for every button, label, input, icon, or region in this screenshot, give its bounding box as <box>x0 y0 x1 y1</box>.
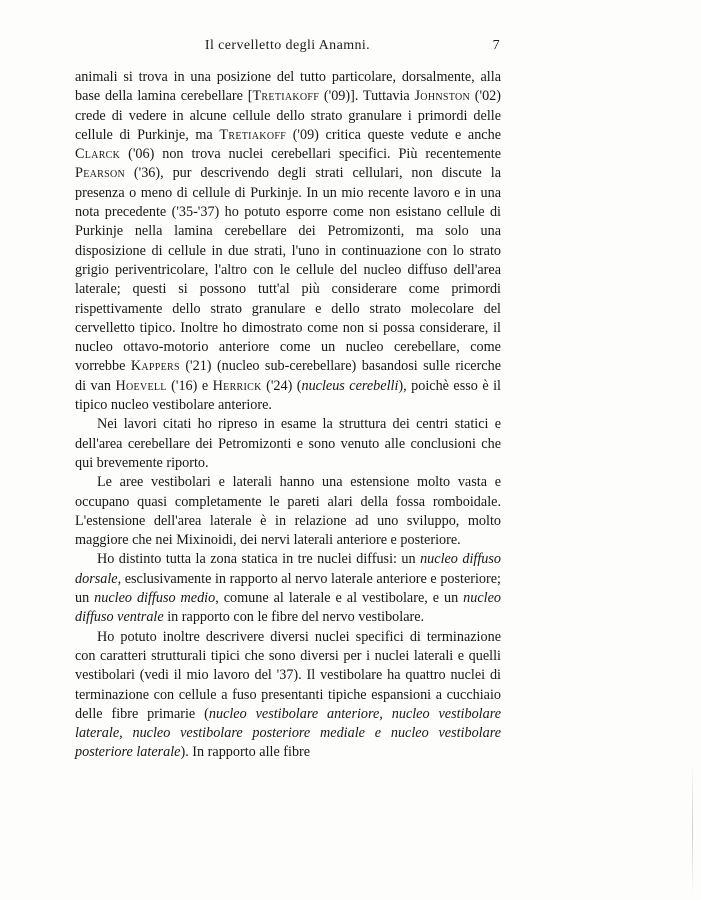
text-run: ('21) (nucleo sub-cerebellare) basandosi sulle ricerche di van <box>75 358 501 394</box>
text-run: in rapporto con le fibre del nervo vestibolare. <box>163 609 425 626</box>
text-run: ('36), pur descrivendo degli strati cellulari, non discute la presenza o meno di cellule di Purkinje. In un mio recente lavoro e in una nota precedente ('35-'37) ho potuto esporre come non esistano cellule di Purkinje nella lamina cerebellare dei Petromizonti, ma solo una disposizione di cellule in due strati, l'uno in continuazione con lo strato grigio periventricolare, l'altro con le cellule del nucleo diffuso dell'area laterale; questi si possono tutt'al più considerare come primordi rispettivamente dello strato granulare e dello strato molecolare del cervelletto tipico. Inoltre ho dimostrato come non si possa considerare, il nucleo ottavo-motorio anteriore come un nucleo cerebellare, come vorrebbe <box>75 165 501 375</box>
body-text <box>75 68 501 763</box>
text-run: ('09) critica queste vedute e anche <box>286 126 501 143</box>
italic-term: nucleus cerebelli <box>301 377 399 394</box>
paragraph <box>75 628 501 763</box>
author-citation: Kappers <box>130 358 180 375</box>
page-number: 7 <box>492 38 500 53</box>
page-edge-shadow <box>692 760 693 900</box>
author-citation: Tretiakoff <box>219 126 287 143</box>
author-citation: Hoevell <box>115 377 167 394</box>
paragraph <box>75 68 501 415</box>
paragraph <box>75 473 501 550</box>
text-run: ). In rapporto alle fibre <box>180 744 311 761</box>
text-run: ('16) e <box>166 377 213 394</box>
paragraph <box>75 550 501 627</box>
italic-term: nucleo vestibolare anteriore, nucleo vestibolare laterale, nucleo vestibolare posteriore mediale e nucleo vestibolare posteriore laterale <box>75 705 501 761</box>
text-run: ('24) ( <box>261 377 302 394</box>
italic-term: nucleo diffuso dorsale <box>75 551 501 587</box>
text-run: ), poichè esso è il tipico nucleo vestibolare anteriore. <box>75 377 501 414</box>
text-run: Le aree vestibolari e laterali hanno una estensione molto vasta e occupano quasi completamente le pareti alari della fossa romboidale. L'estensione dell'area laterale è in relazione ad uno sviluppo, molto maggiore che nei Mixinoidi, dei nervi laterali anteriore e posteriore. <box>75 474 501 549</box>
text-run: ('09)]. Tuttavia <box>319 88 415 105</box>
author-citation: Tretiakoff <box>252 88 320 105</box>
text-run: animali si trova in una posizione del tutto particolare, dorsalmente, alla base della lamina cerebellare [ <box>75 69 501 105</box>
text-run: Ho distinto tutta la zona statica in tre nuclei diffusi: un <box>97 551 421 568</box>
italic-term: nucleo diffuso ventrale <box>75 590 501 626</box>
author-citation: Johnston <box>414 88 471 105</box>
author-citation: Pearson <box>75 165 125 182</box>
author-citation: Clarck <box>75 146 121 163</box>
paragraph <box>75 415 501 473</box>
text-run: , esclusivamente in rapporto al nervo laterale anteriore e posteriore; un <box>75 570 501 607</box>
italic-term: nucleo diffuso medio <box>94 590 216 607</box>
text-run: ('06) non trova nuclei cerebellari specifici. Più recentemente <box>120 146 501 163</box>
text-run: Nei lavori citati ho ripreso in esame la struttura dei centri statici e dell'area cerebellare dei Petromizonti e sono venuto alle conclusioni che qui brevemente riporto. <box>75 416 501 471</box>
running-title: Il cervelletto degli Anamni. <box>204 38 371 53</box>
text-run: , comune al laterale e al vestibolare, e un <box>215 590 464 607</box>
author-citation: Herrick <box>212 377 262 394</box>
text-run: Ho potuto inoltre descrivere diversi nuclei specifici di terminazione con caratteri strutturali tipici che sono diversi per i nuclei laterali e quelli vestibolari (vedi il mio lavoro del '37). Il vestibolare ha quattro nuclei di terminazione con cellule a fuso presentanti tipiche espansioni a cucchiaio delle fibre primarie ( <box>75 628 501 722</box>
text-run: ('02) crede di vedere in alcune cellule dello strato granulare i primordi delle cellule di Purkinje, ma <box>75 88 501 143</box>
running-head <box>75 38 500 58</box>
